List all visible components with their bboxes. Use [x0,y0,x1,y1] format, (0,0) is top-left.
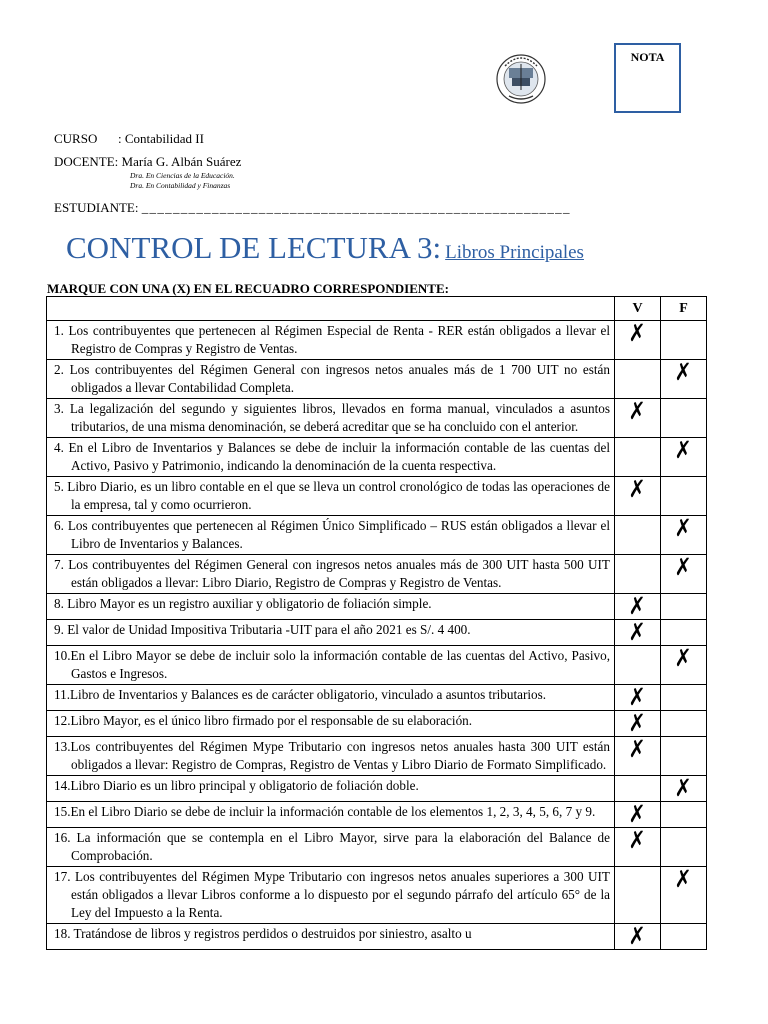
page-title [66,230,584,266]
table-header-row [47,297,707,321]
x-mark-icon: ✗ [628,397,647,425]
course-value: : Contabilidad II [118,131,204,146]
teacher-credential-2: Dra. En Contabilidad y Finanzas [130,181,231,190]
false-answer-cell[interactable] [661,685,707,711]
true-answer-cell[interactable] [615,924,661,950]
true-answer-cell[interactable] [615,828,661,867]
statement-cell [47,438,615,477]
false-answer-cell[interactable] [661,321,707,360]
x-mark-icon: ✗ [628,709,647,737]
statement-cell [47,516,615,555]
table-body [47,321,707,950]
header-statement-cell [47,297,615,321]
false-answer-cell[interactable] [661,802,707,828]
statement-cell [47,399,615,438]
table-row [47,646,707,685]
table-row [47,399,707,438]
table-row [47,867,707,924]
table-row [47,555,707,594]
statement-cell [47,776,615,802]
teacher-line [54,154,241,170]
table-row [47,737,707,776]
instructions: MARQUE CON UNA (X) EN EL RECUADRO CORRESPONDIENTE: [47,281,449,296]
x-mark-icon: ✗ [674,553,693,581]
statement-cell [47,711,615,737]
table-row [47,360,707,399]
x-mark-icon: ✗ [628,922,647,950]
statement-text: 11.Libro de Inventarios y Balances es de carácter obligatorio, vinculado a asuntos tributarios. [54,687,547,702]
table-row [47,516,707,555]
true-answer-cell[interactable] [615,711,661,737]
statement-text: 3. La legalización del segundo y siguientes libros, llevados en forma manual, vinculados a asuntos tributarios, de una misma denominación, se deberá acreditar que se ha concluido con el anterior. [54,401,610,434]
x-mark-icon: ✗ [674,644,693,672]
statement-cell [47,594,615,620]
table-row [47,620,707,646]
grade-label: NOTA [630,50,665,64]
true-answer-cell[interactable] [615,620,661,646]
x-mark-icon: ✗ [628,618,647,646]
true-answer-cell[interactable] [615,646,661,685]
x-mark-icon: ✗ [674,436,693,464]
false-answer-cell[interactable] [661,555,707,594]
statement-text: 10.En el Libro Mayor se debe de incluir solo la información contable de las cuentas del Activo, Pasivo, Gastos e Ingresos. [54,648,610,681]
false-answer-cell[interactable] [661,399,707,438]
statement-text: 5. Libro Diario, es un libro contable en el que se lleva un control cronológico de todas las operaciones de la empresa, tal y como ocurrieron. [54,479,610,512]
statement-cell [47,360,615,399]
true-answer-cell[interactable] [615,594,661,620]
statement-text: 4. En el Libro de Inventarios y Balances se debe de incluir la información contable de las cuentas del Activo, Pasivo y Patrimonio, indicando la denominación de la cuenta respectiva. [54,440,610,473]
x-mark-icon: ✗ [674,514,693,542]
statement-text: 18. Tratándose de libros y registros perdidos o destruidos por siniestro, asalto u [54,926,472,941]
x-mark-icon: ✗ [628,592,647,620]
statement-cell [47,924,615,950]
table-row [47,438,707,477]
table-row [47,776,707,802]
statement-cell [47,828,615,867]
statement-cell [47,737,615,776]
teacher-credential-1: Dra. En Ciencias de la Educación. [130,171,235,180]
x-mark-icon: ✗ [628,735,647,763]
x-mark-icon: ✗ [628,683,647,711]
true-answer-cell[interactable] [615,737,661,776]
university-seal-logo [495,46,547,112]
false-answer-cell[interactable] [661,828,707,867]
false-answer-cell[interactable] [661,594,707,620]
table-row [47,594,707,620]
statement-text: 8. Libro Mayor es un registro auxiliar y obligatorio de foliación simple. [54,596,432,611]
table-row [47,802,707,828]
table-row [47,828,707,867]
true-answer-cell[interactable] [615,360,661,399]
statement-text: 14.Libro Diario es un libro principal y obligatorio de foliación doble. [54,778,419,793]
statement-text: 13.Los contribuyentes del Régimen Mype Tributario con ingresos netos anuales hasta 300 UIT están obligados a llevar: Registro de Compras, Registro de Ventas y Libro Diario de Formato Simplificado. [54,739,610,772]
false-answer-cell[interactable] [661,438,707,477]
statement-cell [47,620,615,646]
true-answer-cell[interactable] [615,321,661,360]
statement-text: 17. Los contribuyentes del Régimen Mype Tributario con ingresos netos anuales superiores a 300 UIT están obligados a llevar Libros conforme a lo dispuesto por el segundo párrafo del artículo 65° de la Ley del Impuesto a la Renta. [54,869,610,920]
false-answer-cell[interactable] [661,924,707,950]
true-answer-cell[interactable] [615,516,661,555]
statement-cell [47,867,615,924]
title-subtitle: Libros Principales [445,242,584,263]
true-answer-cell[interactable] [615,399,661,438]
true-answer-cell[interactable] [615,477,661,516]
statement-cell [47,321,615,360]
false-answer-cell[interactable] [661,646,707,685]
true-false-table [46,296,707,950]
true-answer-cell[interactable] [615,685,661,711]
false-answer-cell[interactable] [661,711,707,737]
x-mark-icon: ✗ [674,774,693,802]
true-answer-cell[interactable] [615,438,661,477]
statement-cell [47,685,615,711]
x-mark-icon: ✗ [674,865,693,893]
true-answer-cell[interactable] [615,776,661,802]
true-answer-cell[interactable] [615,802,661,828]
statement-text: 12.Libro Mayor, es el único libro firmado por el responsable de su elaboración. [54,713,473,728]
statement-text: 16. La información que se contempla en el Libro Mayor, sirve para la elaboración del Balance de Comprobación. [54,830,610,863]
header-true: V [615,297,661,321]
x-mark-icon: ✗ [674,358,693,386]
x-mark-icon: ✗ [628,800,647,828]
false-answer-cell[interactable] [661,477,707,516]
false-answer-cell[interactable] [661,737,707,776]
false-answer-cell[interactable] [661,776,707,802]
x-mark-icon: ✗ [628,475,647,503]
false-answer-cell[interactable] [661,620,707,646]
x-mark-icon: ✗ [628,826,647,854]
table-row [47,321,707,360]
student-line [54,200,571,216]
grade-box [614,43,681,113]
table-row [47,477,707,516]
x-mark-icon: ✗ [628,319,647,347]
table-row [47,711,707,737]
statement-text: 1. Los contribuyentes que pertenecen al Régimen Especial de Renta - RER están obligados a llevar el Registro de Compras y Registro de Ventas. [54,323,610,356]
statement-text: 15.En el Libro Diario se debe de incluir la información contable de los elementos 1, 2, 3, 4, 5, 6, 7 y 9. [54,804,596,819]
statement-text: 7. Los contribuyentes del Régimen General con ingresos netos anuales más de 300 UIT hasta 500 UIT están obligados a llevar: Libro Diario, Registro de Compras y Registro de Ventas. [54,557,610,590]
header-false: F [661,297,707,321]
false-answer-cell[interactable] [661,360,707,399]
statement-cell [47,646,615,685]
table-row [47,924,707,950]
table-row [47,685,707,711]
teacher-name: María G. Albán Suárez [121,154,242,169]
statement-text: 6. Los contribuyentes que pertenecen al Régimen Único Simplificado – RUS están obligados a llevar el Libro de Inventarios y Balances. [54,518,610,551]
student-label: ESTUDIANTE: [54,200,139,215]
teacher-label: DOCENTE: [54,154,119,169]
student-name-blank[interactable]: _______________________________________________________ [141,200,571,215]
course-line [54,131,204,147]
title-main: CONTROL DE LECTURA 3: [66,230,442,265]
true-answer-cell[interactable] [615,555,661,594]
false-answer-cell[interactable] [661,516,707,555]
statement-text: 9. El valor de Unidad Impositiva Tributaria -UIT para el año 2021 es S/. 4 400. [54,622,471,637]
statement-cell [47,477,615,516]
statement-cell [47,802,615,828]
course-label: CURSO [54,131,98,146]
statement-cell [47,555,615,594]
statement-text: 2. Los contribuyentes del Régimen General con ingresos netos anuales más de 1 700 UIT no están obligados a llevar Contabilidad Completa. [54,362,610,395]
false-answer-cell[interactable] [661,867,707,924]
true-answer-cell[interactable] [615,867,661,924]
